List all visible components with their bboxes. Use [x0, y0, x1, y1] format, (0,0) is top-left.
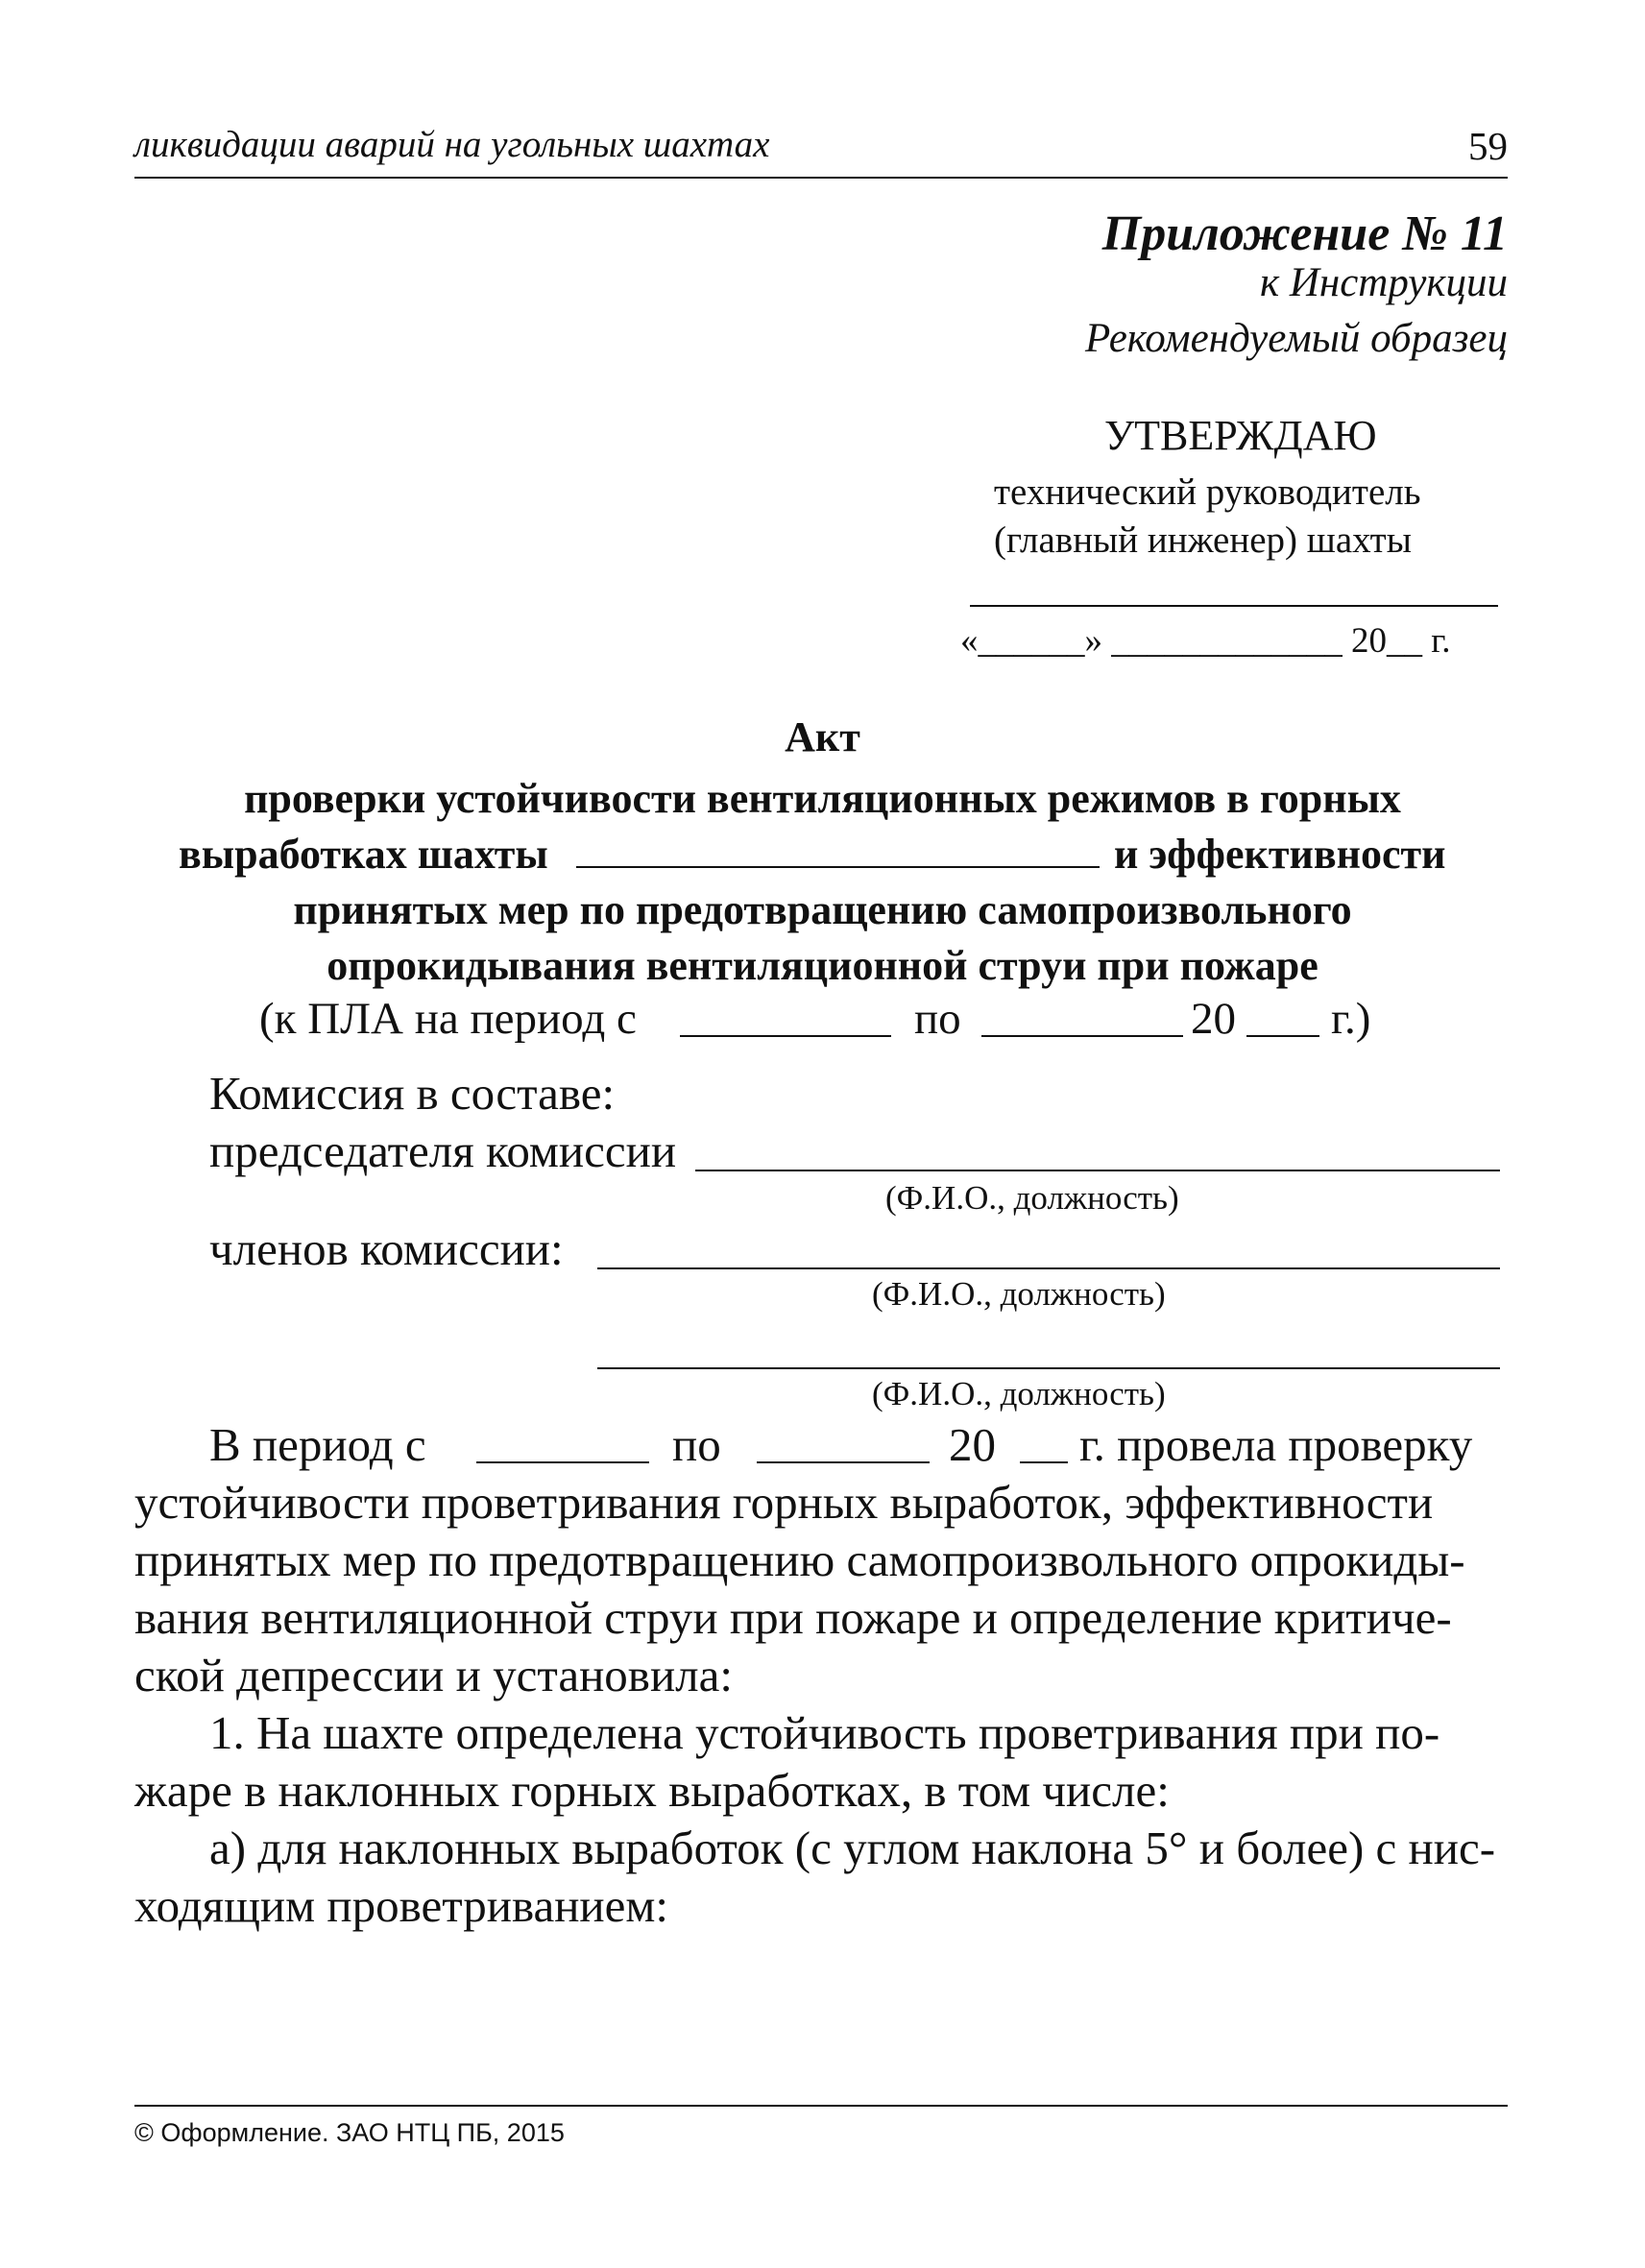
period-year-blank	[1246, 1035, 1319, 1037]
period-to-blank	[981, 1035, 1183, 1037]
body-line-6: 1. На шахте определена устойчивость проветривания при по-	[209, 1706, 1440, 1759]
chairman-caption: (Ф.И.О., должность)	[885, 1179, 1179, 1217]
commission-heading: Комиссия в составе:	[209, 1067, 616, 1120]
member-blank-1	[597, 1267, 1500, 1269]
body-line-1d: г. провела проверку	[1079, 1418, 1473, 1471]
period-text-end: г.)	[1331, 994, 1371, 1044]
inspection-year-blank	[1020, 1461, 1068, 1463]
act-subtitle-line-2a: выработках шахты	[179, 831, 548, 878]
body-line-7: жаре в наклонных горных выработках, в том числе:	[134, 1764, 1170, 1817]
chairman-blank	[695, 1170, 1500, 1171]
body-line-9: ходящим проветриванием:	[134, 1879, 669, 1932]
footer-rule	[134, 2105, 1508, 2107]
body-line-1b: по	[672, 1418, 721, 1471]
approval-date-line: «______» _____________ 20__ г.	[960, 621, 1451, 661]
act-subtitle-line-2b: и эффективности	[1114, 831, 1446, 878]
body-line-5: ской депрессии и установила:	[134, 1649, 733, 1701]
approval-position-note: (главный инженер) шахты	[994, 519, 1412, 561]
body-line-2: устойчивости проветривания горных выработок, эффективности	[134, 1476, 1434, 1529]
act-subtitle-line-1: проверки устойчивости вентиляционных режимов в горных	[244, 775, 1401, 822]
body-line-3: принятых мер по предотвращению самопроизвольного опрокиды-	[134, 1533, 1465, 1586]
member-caption-2: (Ф.И.О., должность)	[872, 1375, 1166, 1412]
body-line-8: а) для наклонных выработок (с углом наклона 5° и более) с нис-	[209, 1822, 1496, 1874]
period-text-year: 20	[1191, 994, 1236, 1044]
inspection-from-blank	[476, 1461, 649, 1463]
body-line-1c: 20	[949, 1418, 996, 1471]
commission-chairman-label: председателя комиссии	[209, 1124, 677, 1177]
appendix-reference: к Инструкции	[1259, 260, 1508, 305]
period-from-blank	[680, 1035, 891, 1037]
mine-name-blank	[576, 866, 1100, 868]
signature-line	[970, 605, 1498, 607]
appendix-sample-label: Рекомендуемый образец	[1084, 316, 1508, 361]
period-text-start: (к ПЛА на период с	[259, 994, 637, 1044]
footer-copyright: © Оформление. ЗАО НТЦ ПБ, 2015	[134, 2118, 565, 2147]
act-subtitle-line-4: опрокидывания вентиляционной струи при пожаре	[327, 942, 1318, 989]
act-subtitle-line-3: принятых мер по предотвращению самопроизвольного	[293, 886, 1352, 933]
act-title: Акт	[785, 713, 860, 760]
running-header: ликвидации аварий на угольных шахтах	[134, 124, 770, 165]
period-text-to: по	[914, 994, 961, 1044]
member-blank-2	[597, 1367, 1500, 1369]
appendix-title: Приложение № 11	[1101, 206, 1508, 261]
header-rule	[134, 177, 1508, 179]
body-line-1a: В период с	[209, 1418, 426, 1471]
page-number: 59	[1468, 124, 1508, 168]
body-line-4: вания вентиляционной струи при пожаре и определение критиче-	[134, 1591, 1452, 1644]
approval-heading: УТВЕРЖДАЮ	[1104, 412, 1377, 459]
member-caption-1: (Ф.И.О., должность)	[872, 1275, 1166, 1313]
inspection-to-blank	[757, 1461, 930, 1463]
approval-position: технический руководитель	[994, 471, 1421, 513]
commission-members-label: членов комиссии:	[209, 1222, 564, 1275]
